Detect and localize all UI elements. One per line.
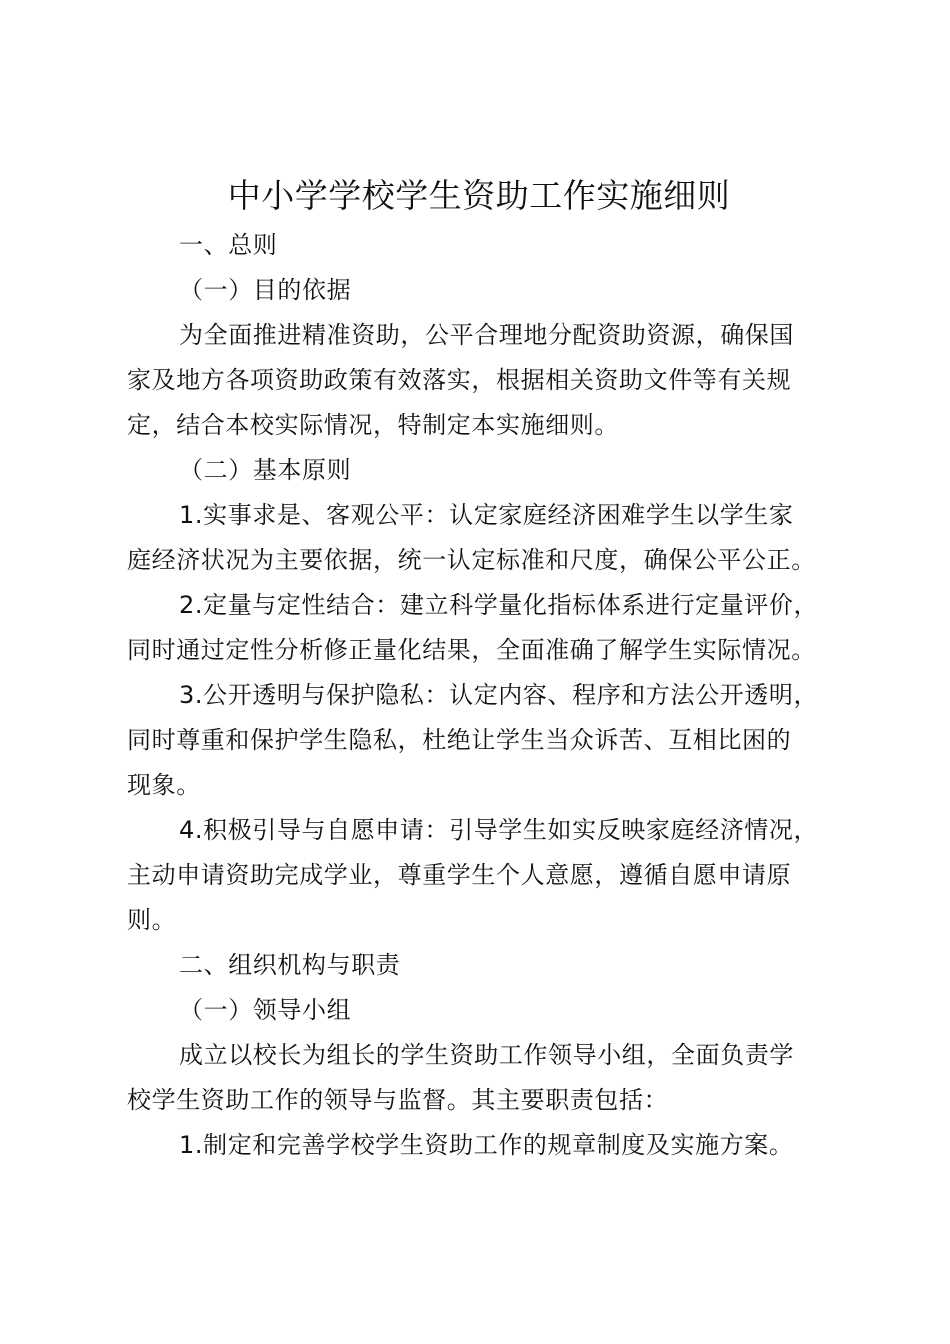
principle-4-line: 主动申请资助完成学业，尊重学生个人意愿，遵循自愿申请原 — [127, 861, 792, 889]
principle-4-line: 则。 — [127, 906, 177, 934]
principle-3-line: 3.公开透明与保护隐私：认定内容、程序和方法公开透明， — [179, 681, 819, 709]
paragraph-line: 校学生资助工作的领导与监督。其主要职责包括： — [127, 1086, 669, 1114]
paragraph-line: 家及地方各项资助政策有效落实，根据相关资助文件等有关规 — [127, 366, 792, 394]
subsection-heading-purpose: （一）目的依据 — [179, 276, 352, 304]
principle-4-line: 4.积极引导与自愿申请：引导学生如实反映家庭经济情况， — [179, 816, 819, 844]
section-heading-organization: 二、组织机构与职责 — [179, 951, 401, 979]
paragraph-line: 成立以校长为组长的学生资助工作领导小组，全面负责学 — [179, 1041, 794, 1069]
duty-1-line: 1.制定和完善学校学生资助工作的规章制度及实施方案。 — [179, 1131, 794, 1159]
paragraph-line: 为全面推进精准资助，公平合理地分配资助资源，确保国 — [179, 321, 794, 349]
document-title: 中小学学校学生资助工作实施细则 — [227, 176, 731, 215]
section-heading-general: 一、总则 — [179, 231, 278, 259]
principle-1-line: 1.实事求是、客观公平：认定家庭经济困难学生以学生家 — [179, 501, 794, 529]
subsection-heading-principles: （二）基本原则 — [179, 456, 352, 484]
principle-2-line: 2.定量与定性结合：建立科学量化指标体系进行定量评价， — [179, 591, 819, 619]
document-body — [127, 223, 839, 1168]
principle-3-line: 同时尊重和保护学生隐私，杜绝让学生当众诉苦、互相比困的 — [127, 726, 792, 754]
principle-1-line: 庭经济状况为主要依据，统一认定标准和尺度，确保公平公正。 — [127, 546, 816, 574]
principle-3-line: 现象。 — [127, 771, 201, 799]
paragraph-line: 定，结合本校实际情况，特制定本实施细则。 — [127, 411, 619, 439]
principle-2-line: 同时通过定性分析修正量化结果，全面准确了解学生实际情况。 — [127, 636, 816, 664]
subsection-heading-leadership: （一）领导小组 — [179, 996, 352, 1024]
